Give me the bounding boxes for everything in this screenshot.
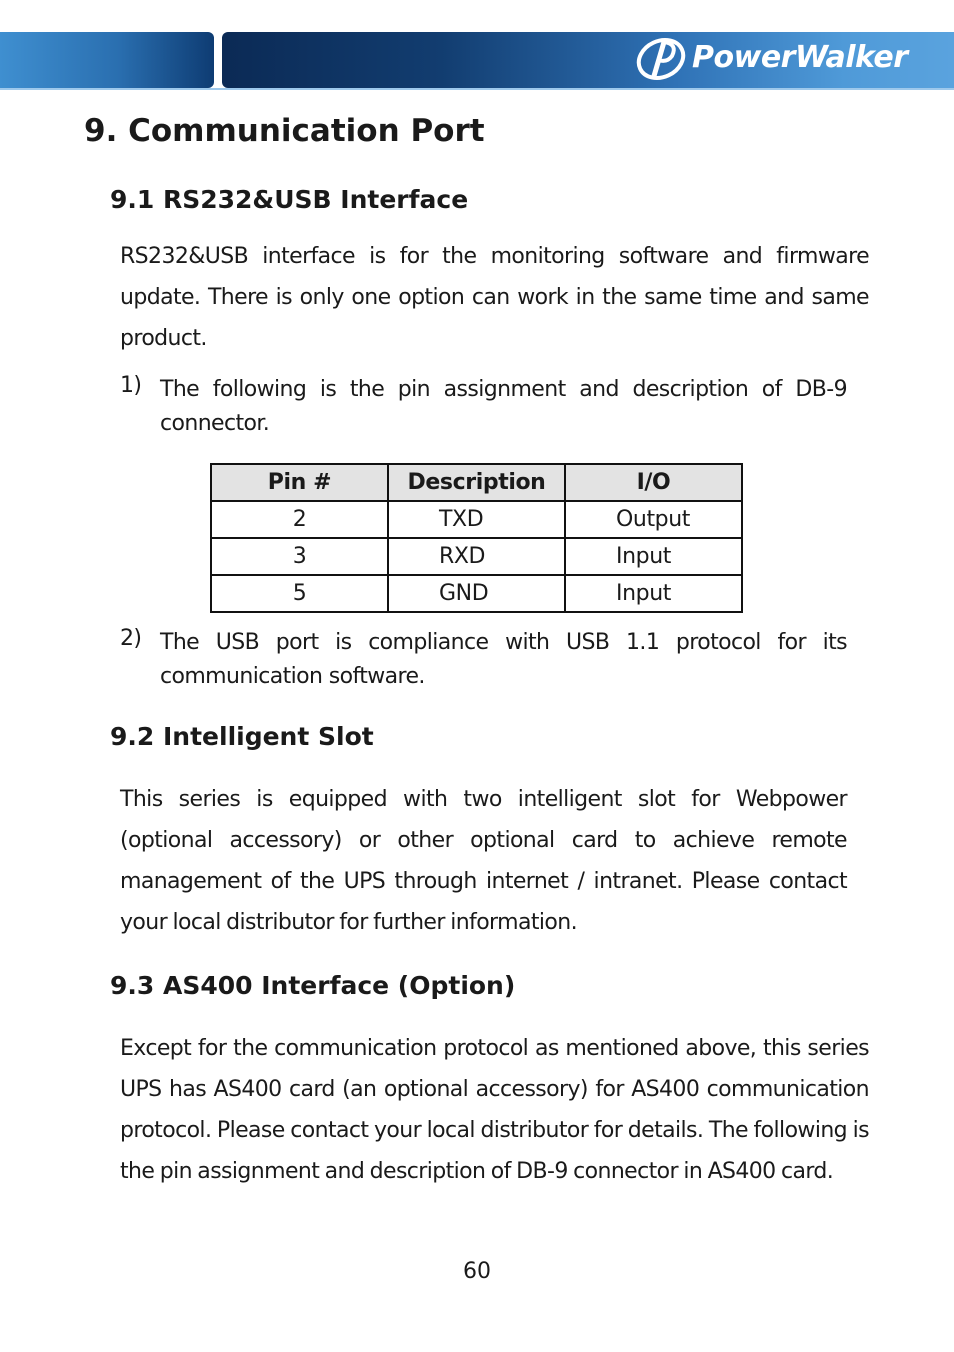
as400-paragraph: Except for the communication protocol as mentioned above, this series UPS has AS400 card (an optional accessory) for AS400 communication protocol. Please contact your local distributor for details. The following is the pin assignment and description of DB-9 connector in AS400 card. bbox=[120, 1036, 869, 1184]
list-item-text: The USB port is compliance with USB 1.1 protocol for its communication software. bbox=[160, 630, 847, 689]
table-row bbox=[211, 538, 742, 575]
column-header-pin: Pin # bbox=[211, 464, 388, 501]
table-cell-pin: 2 bbox=[211, 501, 388, 538]
banner-left-band bbox=[0, 32, 214, 88]
powerwalker-swirl-logo-icon bbox=[634, 36, 690, 82]
column-header-io: I/O bbox=[565, 464, 742, 501]
table-cell-pin: 5 bbox=[211, 575, 388, 612]
header-banner bbox=[0, 30, 954, 90]
section-heading-as400: 9.3 AS400 Interface (Option) bbox=[110, 971, 516, 1000]
table-cell-description: GND bbox=[388, 575, 565, 612]
brand-wordmark: PowerWalker bbox=[692, 40, 908, 75]
table-cell-io: Input bbox=[565, 538, 742, 575]
section-heading-intelligent-slot: 9.2 Intelligent Slot bbox=[110, 722, 374, 751]
table-header-row bbox=[211, 464, 742, 501]
list-item-number: 1) bbox=[120, 373, 142, 398]
table-cell-description: RXD bbox=[388, 538, 565, 575]
table-cell-pin: 3 bbox=[211, 538, 388, 575]
db9-pin-table bbox=[210, 463, 743, 613]
section-heading-rs232: 9.1 RS232&USB Interface bbox=[110, 185, 469, 214]
page-number: 60 bbox=[463, 1259, 491, 1284]
intelligent-slot-paragraph: This series is equipped with two intelligent slot for Webpower (optional accessory) or other optional card to achieve remote management of the UPS through internet / intranet. Please contact your local distributor for further information. bbox=[120, 787, 847, 935]
table-row bbox=[211, 575, 742, 612]
banner-underline bbox=[0, 88, 954, 90]
powerwalker-logo bbox=[634, 36, 944, 82]
list-item-number: 2) bbox=[120, 626, 142, 651]
table-cell-io: Output bbox=[565, 501, 742, 538]
page-title: 9. Communication Port bbox=[84, 113, 485, 149]
column-header-description: Description bbox=[388, 464, 565, 501]
table-row bbox=[211, 501, 742, 538]
rs232-intro-paragraph: RS232&USB interface is for the monitoring software and firmware update. There is only one option can work in the same time and same product. bbox=[120, 244, 869, 351]
table-cell-io: Input bbox=[565, 575, 742, 612]
table-cell-description: TXD bbox=[388, 501, 565, 538]
list-item-text: The following is the pin assignment and description of DB-9 connector. bbox=[160, 377, 847, 436]
